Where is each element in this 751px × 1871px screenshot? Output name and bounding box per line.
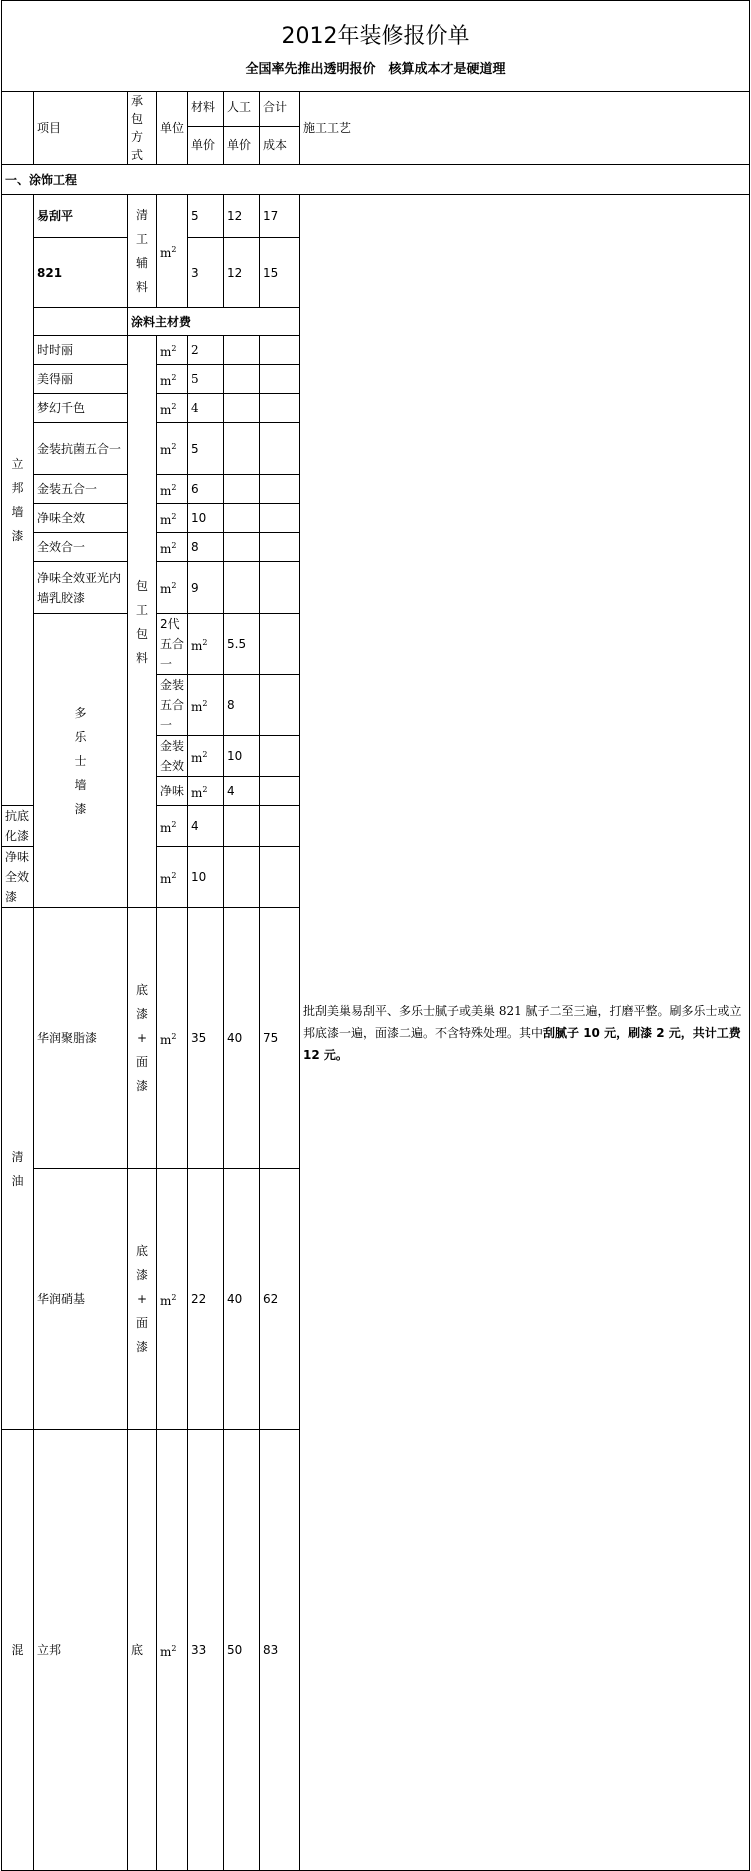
labor-price: 40 (224, 1169, 260, 1430)
unit-cell: $m^2$ (157, 562, 188, 614)
material-price: 3 (188, 238, 224, 308)
labor-price (260, 777, 300, 806)
header-material-label: 材料 (188, 92, 223, 127)
labor-price: 50 (224, 1430, 260, 1871)
header-contract: 承包方式 (128, 92, 157, 165)
item-name: 金装五合一 (157, 675, 188, 736)
material-price: 5 (188, 365, 224, 394)
material-price: 8 (188, 533, 224, 562)
labor-price (224, 806, 260, 847)
total-cost (260, 475, 300, 504)
item-name: 金装全效 (157, 736, 188, 777)
labor-price (224, 423, 260, 475)
item-name: 美得丽 (34, 365, 128, 394)
paint-main-label: 涂料主材费 (128, 308, 300, 336)
labor-price: 12 (224, 238, 260, 308)
item-name: 821 (34, 238, 128, 308)
total-cost (260, 562, 300, 614)
total-cost (260, 423, 300, 475)
desc-part1: 批刮美巢易刮平、多乐士腻子或美巢 821 腻子二至三遍，打磨平整。刷多乐士或立邦底漆一遍，面漆二遍。不含特殊处理。其中 (303, 1003, 742, 1040)
total-cost: 15 (260, 238, 300, 308)
material-price: 10 (188, 847, 224, 908)
header-total-label: 合计 (260, 92, 299, 127)
unit-cell: $m^2$ (157, 475, 188, 504)
contract-label: 包 工 包 料 (135, 578, 148, 665)
group-libang (2, 195, 34, 806)
page-title: 2012年装修报价单 (281, 24, 470, 49)
material-price: 10 (188, 504, 224, 533)
unit-cell: $m^2$ (157, 1430, 188, 1871)
material-price: 5 (188, 195, 224, 238)
material-price: 2 (188, 336, 224, 365)
unit-sup: 2 (171, 244, 177, 254)
material-price: 33 (188, 1430, 224, 1871)
header-material-sub: 单价 (191, 138, 216, 152)
material-price: 35 (188, 908, 224, 1169)
unit-cell: $m^2$ (188, 736, 224, 777)
material-price: 5.5 (224, 614, 260, 675)
item-name: 金装五合一 (34, 475, 128, 504)
title-cell (2, 1, 750, 92)
unit-cell: $m^2$ (188, 777, 224, 806)
item-name: 立邦 (34, 1430, 128, 1871)
unit-cell: $m^2$ (157, 908, 188, 1169)
item-name: 净味全效漆 (2, 847, 34, 908)
total-cost: 83 (260, 1430, 300, 1871)
item-name: 易刮平 (34, 195, 128, 238)
header-process: 施工工艺 (300, 92, 750, 165)
header-unit: 单位 (157, 92, 188, 165)
total-cost: 17 (260, 195, 300, 238)
group-label: 清 油 (11, 1149, 24, 1188)
header-material (188, 92, 224, 165)
unit-cell: $m^2$ (157, 394, 188, 423)
item-name: 净味全效 (34, 504, 128, 533)
labor-price: 12 (224, 195, 260, 238)
total-cost: 75 (260, 908, 300, 1169)
desc-part2: 刮腻子 10 元，刷漆 2 元，共计工费 12 元。 (303, 1025, 741, 1062)
total-cost (260, 504, 300, 533)
material-price: 4 (188, 806, 224, 847)
contract-di: 底 (128, 1430, 157, 1871)
header-item: 项目 (34, 92, 128, 165)
total-cost: 62 (260, 1169, 300, 1430)
group-qingyou (2, 908, 34, 1430)
item-name: 金装抗菌五合一 (34, 423, 128, 475)
item-name: 时时丽 (34, 336, 128, 365)
blank-cell (34, 308, 128, 336)
total-cost (260, 806, 300, 847)
contract-label: 清 工 辅 料 (135, 208, 148, 294)
labor-price: 40 (224, 908, 260, 1169)
header-blank (2, 92, 34, 165)
total-cost (260, 365, 300, 394)
item-name: 2代五合一 (157, 614, 188, 675)
labor-price (224, 533, 260, 562)
header-labor-sub: 单价 (227, 138, 252, 152)
contract-label: 底 漆 + 面 漆 (135, 1244, 148, 1354)
contract-label: 底 漆 + 面 漆 (135, 983, 148, 1093)
contract-dimian (128, 908, 157, 1169)
unit-cell: $m^2$ (157, 423, 188, 475)
unit-cell: $m^2$ (188, 614, 224, 675)
labor-price (224, 847, 260, 908)
unit-label: m (160, 245, 172, 260)
header-labor-label: 人工 (224, 92, 259, 127)
header-total-sub: 成本 (263, 138, 288, 152)
header-row (2, 92, 750, 165)
material-price: 9 (188, 562, 224, 614)
group-hun: 混 (2, 1430, 34, 1871)
labor-price (224, 504, 260, 533)
item-name: 华润硝基 (34, 1169, 128, 1430)
total-cost (260, 336, 300, 365)
group-duolishi (34, 614, 128, 908)
contract-dimian (128, 1169, 157, 1430)
material-price: 10 (224, 736, 260, 777)
material-price: 4 (224, 777, 260, 806)
item-name: 净味 (157, 777, 188, 806)
total-cost (260, 394, 300, 423)
labor-price (260, 614, 300, 675)
material-price: 6 (188, 475, 224, 504)
material-price: 5 (188, 423, 224, 475)
unit-cell: $m^2$ (157, 847, 188, 908)
unit-cell: $m^2$ (157, 533, 188, 562)
total-cost (260, 533, 300, 562)
unit-cell: $m^2$ (157, 504, 188, 533)
item-name: 全效合一 (34, 533, 128, 562)
labor-price (224, 365, 260, 394)
labor-price (260, 675, 300, 736)
unit-cell: $m^2$ (157, 1169, 188, 1430)
unit-cell: $m^2$ (188, 675, 224, 736)
page-subtitle: 全国率先推出透明报价 核算成本才是硬道理 (245, 62, 506, 77)
unit-cell: $m^2$ (157, 336, 188, 365)
unit-cell (157, 195, 188, 308)
contract-baogong (128, 336, 157, 908)
unit-cell: $m^2$ (157, 365, 188, 394)
item-name: 抗底化漆 (2, 806, 34, 847)
contract-aux (128, 195, 157, 308)
material-price: 22 (188, 1169, 224, 1430)
item-name: 华润聚脂漆 (34, 908, 128, 1169)
labor-price (224, 562, 260, 614)
quote-table (1, 0, 750, 1871)
process-desc (300, 195, 750, 1871)
labor-price (224, 475, 260, 504)
group-label: 多 乐 士 墙 漆 (74, 705, 87, 816)
item-name: 净味全效亚光内墙乳胶漆 (34, 562, 128, 614)
header-total (260, 92, 300, 165)
unit-cell: $m^2$ (157, 806, 188, 847)
total-cost (260, 847, 300, 908)
material-price: 4 (188, 394, 224, 423)
labor-price (260, 736, 300, 777)
labor-price (224, 336, 260, 365)
labor-price (224, 394, 260, 423)
item-name: 梦幻千色 (34, 394, 128, 423)
section-title: 一、涂饰工程 (2, 165, 750, 195)
material-price: 8 (224, 675, 260, 736)
group-label: 立 邦 墙 漆 (11, 457, 24, 543)
header-labor (224, 92, 260, 165)
table-row (2, 195, 750, 238)
